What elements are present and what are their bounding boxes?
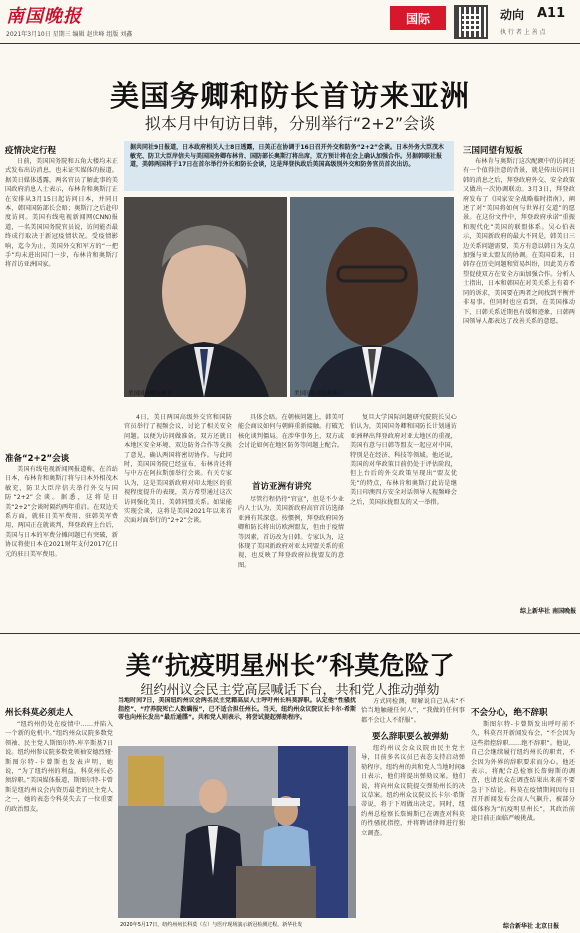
section-divider <box>0 633 580 634</box>
lead-col3-head: 首访亚洲有讲究 <box>252 482 312 492</box>
second-byline: 综合新华社 北京日报 <box>503 923 560 930</box>
qr-code-icon <box>454 5 488 39</box>
blinken-photo <box>124 197 287 397</box>
second-col4-head: 不会分心，绝不辞职 <box>471 708 548 718</box>
lead-col1-head: 疫情决定行程 <box>5 146 57 156</box>
blinken-portrait-icon <box>124 197 287 397</box>
second-col3-text2: 纽约州议会众议院由民主党主导，目前多名议员已表态支持启动弹劾程序。纽约州的共和党人当地时间8日表示，他们将提出弹劾议案。他们说，将向州众议院提交弹劾州长的决议草案。纽约州众议院议长卡尔·希斯蒂说，将于下周做出决定。同时，纽约州总检察长詹姆斯已在调查对科莫的性骚扰指控，并将聘请律师进行独立调查。 <box>361 745 465 837</box>
editor-note: 执 行 者 上 善 点 <box>500 29 546 36</box>
second-col3-head: 要么辞职要么被弹劾 <box>372 732 449 742</box>
lead-info-box: 据共同社9日报道，日本政府相关人士8日透露，日美正在协调于16日召开外交和防务“2+2”会谈。日本外务大臣茂木敏充、防卫大臣岸信夫与美国国务卿布林肯、国防部长奥斯汀将出席，双方预计将在会上确认加强合作。另据韩联社报道，美韩两国将于17日在首尔举行外长和防长会谈，这是拜登执政后美国高级别外交和防务官员首次出访。 <box>124 141 454 191</box>
lead-col3-text2: 尽管行程仍待“官宣”，但是不少业内人士认为，美国新政府高官首访选择亚洲有其深意。按惯例，拜登政府国务卿和防长将出访欧洲盟友，但由于疫情等因素，首访改为日韩。专家认为，这体现了美国新政府对亚太同盟关系的重视，也反映了拜登政府拉拢盟友的意图。 <box>238 496 344 569</box>
page-number: A11 <box>537 6 566 21</box>
cuomo-caption: 2020年5月17日，纽约州州长科莫（左）与医疗现场演示新冠检测过程。新华社发 <box>120 922 303 928</box>
lead-headline: 美国务卿和防长首访来亚洲 <box>109 79 470 113</box>
lead-col1-text2: 美国有线电视新闻网报道称，在首站日本，布林肯和奥斯汀将与日本外相茂木敏充、防卫大臣岸信夫举行外交与国防“2+2”会谈。据悉，这将是日美“2+2”会谈时隔约两年重启。在双边关系方面，就驻日美军费用、驻韩美军费用，两国正在就谈判，拜登政府上台后，美国与日本的军费分摊问题已有突破，新协议将使日本在2021财年支付2017亿日元的驻日美军费用。 <box>5 466 118 558</box>
lead-col3-text: 具体会晤。在朝核问题上，韩美可能会商议如何与朝鲜重新接触。打破无核化谈判僵局。在涉华事务上，双方或会讨论如何在地区防务等问题上配合。 <box>238 414 344 450</box>
second-col3-text: 方式同检测，辩解说自己从未“不恰当地触碰任何人”，“我做的任何事都不会让人不舒服”。 <box>361 698 465 724</box>
second-col4-text: 斯图尔特-卡曾斯发出呼吁前不久，科莫召开新闻发布会，“不会因为这些指控辞职……绝不辞职”。他说，自己会继续履行纽约州长的职责，不会因为外界的辞职要求而分心。他还表示，将配合总检察长詹姆斯的调查，也请民众在调查结果出来前不要急于下结论。科莫在疫情期间因每日召开新闻发布会而人气飙升，被部分媒体称为“抗疫明星州长”，其政治前途目前正面临严峻挑战。 <box>471 721 575 823</box>
newspaper-logo: 南国晚报 <box>6 6 82 27</box>
lead-subheadline: 拟本月中旬访日韩，分别举行“2+2”会谈 <box>144 114 436 133</box>
section-tab[interactable]: 国际 <box>390 6 446 30</box>
austin-portrait-icon <box>290 197 454 397</box>
blinken-caption: 美国国务卿布林肯 <box>128 391 173 397</box>
lead-col5-head: 三国同望有短板 <box>463 146 523 156</box>
press-conference-icon <box>118 746 356 918</box>
austin-photo <box>290 197 454 397</box>
lead-col1-head2: 准备“2+2”会谈 <box>5 454 70 464</box>
second-col1-text: “纽约州仍处在疫情中……并陷入一个新的危机中。”纽约州众议院多数党领袖、民主党人斯图尔特-库辛斯基7日说。纽约州参议院多数党领袖安德烈娅·斯图尔特-卡曾斯也发表声明，她说，“为了纽约州的利益，科莫州长必须辞职。”美国媒体报道，斯图尔特-卡曾斯是纽约州议会内资历最老的民主党人之一，她的表态令科莫失去了一位重要的政治盟友。 <box>5 721 113 813</box>
lead-col5-text: 布林肯与奥斯汀这次配额中的访问还有一个值得注意的背景，就是传出访问日韩的消息之后，拜登政府外交、安全政策又做出一次协调联动。3月3日，拜登政府发布了《国家安全战略临时指南》，阐述了对“美国将如何与世界打交道”的愿景。在这份文件中，拜登政府承诺“重振和现代化”美国的联盟体系。吴心伯表示，美国新政府的最大不同是，韩美日三边关系问题需要，美方有意以韩日为支点加强与亚太盟友的协调。在美国看来，日韩存在历史问题和贸易纠纷，因此美方希望促使双方在安全方面加强合作。分析人士指出，日本和韩国在对美关系上有着不同的诉求，美国要在两者之间找到平衡并非易事。但同时也应看到，在美国推动下，日韩关系近期也有缓和迹象，日韩两国领导人都表达了改善关系的意愿。 <box>463 158 575 325</box>
lead-col4-text: 复旦大学国际问题研究院院长吴心伯认为，美国国务卿和国防长计划通访亚洲释出拜登政府对亚太地区的重视，美国有意与日韩等盟友一起应对中国，特别是在经济、科技等领域。他还说，美国的对华政策目前仍处于评估阶段，但上台后的外交政策呈现出“盟友优先”的特点，布林肯和奥斯汀此访是继美日印澳四方安全对话领导人视频峰会之后，美国拉拢盟友的又一举措。 <box>350 414 457 506</box>
second-info-box: 当地时间7日，美国纽约州议会两名民主党籍高层人士呼吁州长科莫辞职。认定他“性骚扰指控”、“疗养院死亡人数瞒报”，已不适合担任州长。当天，纽约州众议院议长卡尔·希斯蒂也向州长发出“最后通牒”。共和党人则表示，将尝试提起弹劾程序。 <box>118 697 356 721</box>
dateline: 2021年3月10日 星期三 编辑 赵世峰 组版 刘鑫 <box>6 31 133 38</box>
second-subheadline: 纽约州议会民主党高层喊话下台，共和党人推动弹劾 <box>140 683 440 698</box>
lead-col1-text: 日前，美国国务院和五角大楼均未正式发布出访消息，也未证实媒体的报道。 据美日媒体透露，两名官员了解此事的美国政府消息人士表示，布林肯和奥斯汀正在安排从3月15日起访问日本，并同日本、韩国国防部长会晤；奥斯汀之后赴印度访问。美国有线电视新闻网(CNN)报道，一名美国国务院官员说，访问能否最终成行取决于新冠疫情状况。受疫情影响，迄今为止，美国外交和军方的“一把手”均未进出国门一步，布林肯和奥斯汀将首访亚洲国家。 <box>5 158 118 269</box>
second-headline: 美“抗疫明星州长”科莫危险了 <box>125 651 455 680</box>
second-col1-head: 州长科莫必须走人 <box>5 708 74 718</box>
lead-byline: 综上新华社 南国晚报 <box>520 608 577 615</box>
cuomo-photo <box>118 746 356 918</box>
lead-col2-text: 4日，美日两国高级外交官和国防官员举行了视频会议，讨论了相关安全问题。以便为访问做准备。双方还就日本地区安全环境、双边防务合作等交换了意见，确认两国将密切协作。与此同时，美国国务院已经宣布，布林肯还将与中方在阿拉斯加举行会谈。有关专家认为，这是美国新政府对印太地区的重视程度提升的表现，美方希望通过这次访问强化美日、美韩同盟关系。如果能实现会谈，这将是美国2021年以来首次面对面举行的“2+2”会谈。 <box>124 414 232 525</box>
masthead <box>0 0 580 44</box>
section-title: 动向 <box>500 8 525 22</box>
austin-caption: 美国国防部长奥斯汀 <box>294 391 344 397</box>
